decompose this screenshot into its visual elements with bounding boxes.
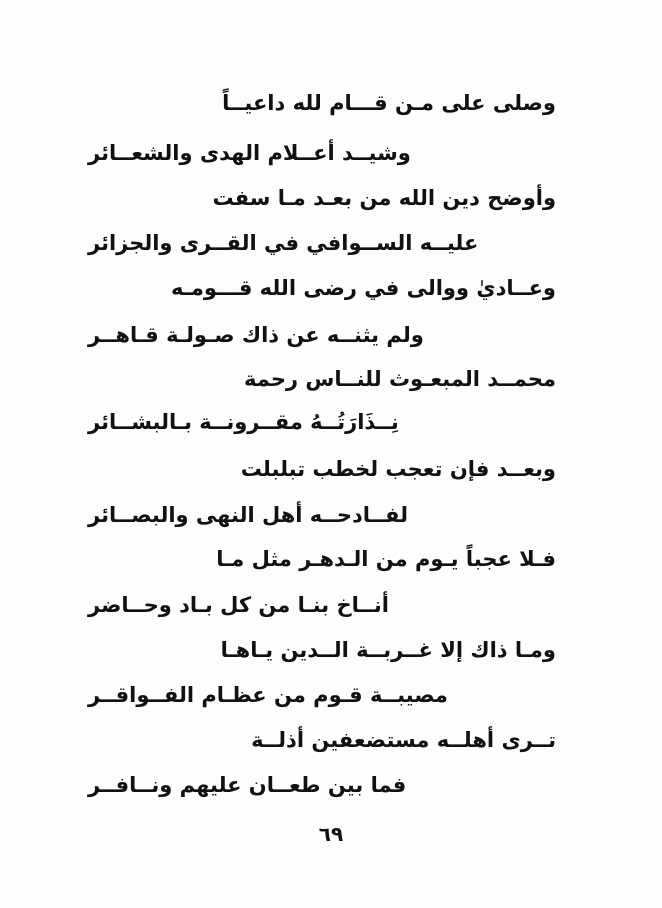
page-number: ٦٩ <box>318 822 344 846</box>
verse-line-8: نِــذَارَتُــهُ مقــرونــة بـالبشــائر <box>88 410 399 434</box>
verse-line-11: فـلا عجباً يـوم من الـدهـر مثل مـا <box>216 547 556 571</box>
verse-line-14: مصيبــة قـوم من عظـام الفــواقــر <box>88 683 448 707</box>
verse-line-15: تــرى أهلــه مستضعفين أذلــة <box>251 728 556 752</box>
verse-line-6: ولم يثنــه عن ذاك صـولـة قـاهــر <box>88 323 424 347</box>
verse-line-9: وبعــد فإن تعجب لخطب تبلبلت <box>240 457 556 481</box>
verse-line-10: لفــادحــه أهل النهى والبصــائر <box>88 503 409 527</box>
verse-line-5: وعــاديٰ ووالى في رضى الله قـــومـه <box>170 276 556 300</box>
verse-line-12: أنــاخ بنـا من كل بـاد وحــاضر <box>88 593 389 617</box>
verse-line-3: وأوضح دين الله من بعـد مـا سفت <box>212 186 556 210</box>
verse-line-7: محمــد المبعـوث للنــاس رحمة <box>244 367 556 391</box>
verse-line-1: وصلى على مـن قـــام لله داعيــاً <box>222 91 556 115</box>
verse-line-2: وشيــد أعــلام الهدى والشعــائر <box>88 141 411 165</box>
verse-line-4: عليــه الســوافي في القــرى والجزائر <box>88 231 479 255</box>
verse-line-13: ومـا ذاك إلا غــربــة الــدين يـاهـا <box>220 638 556 662</box>
verse-line-16: فما بين طعــان عليهم ونــافــر <box>88 773 407 797</box>
